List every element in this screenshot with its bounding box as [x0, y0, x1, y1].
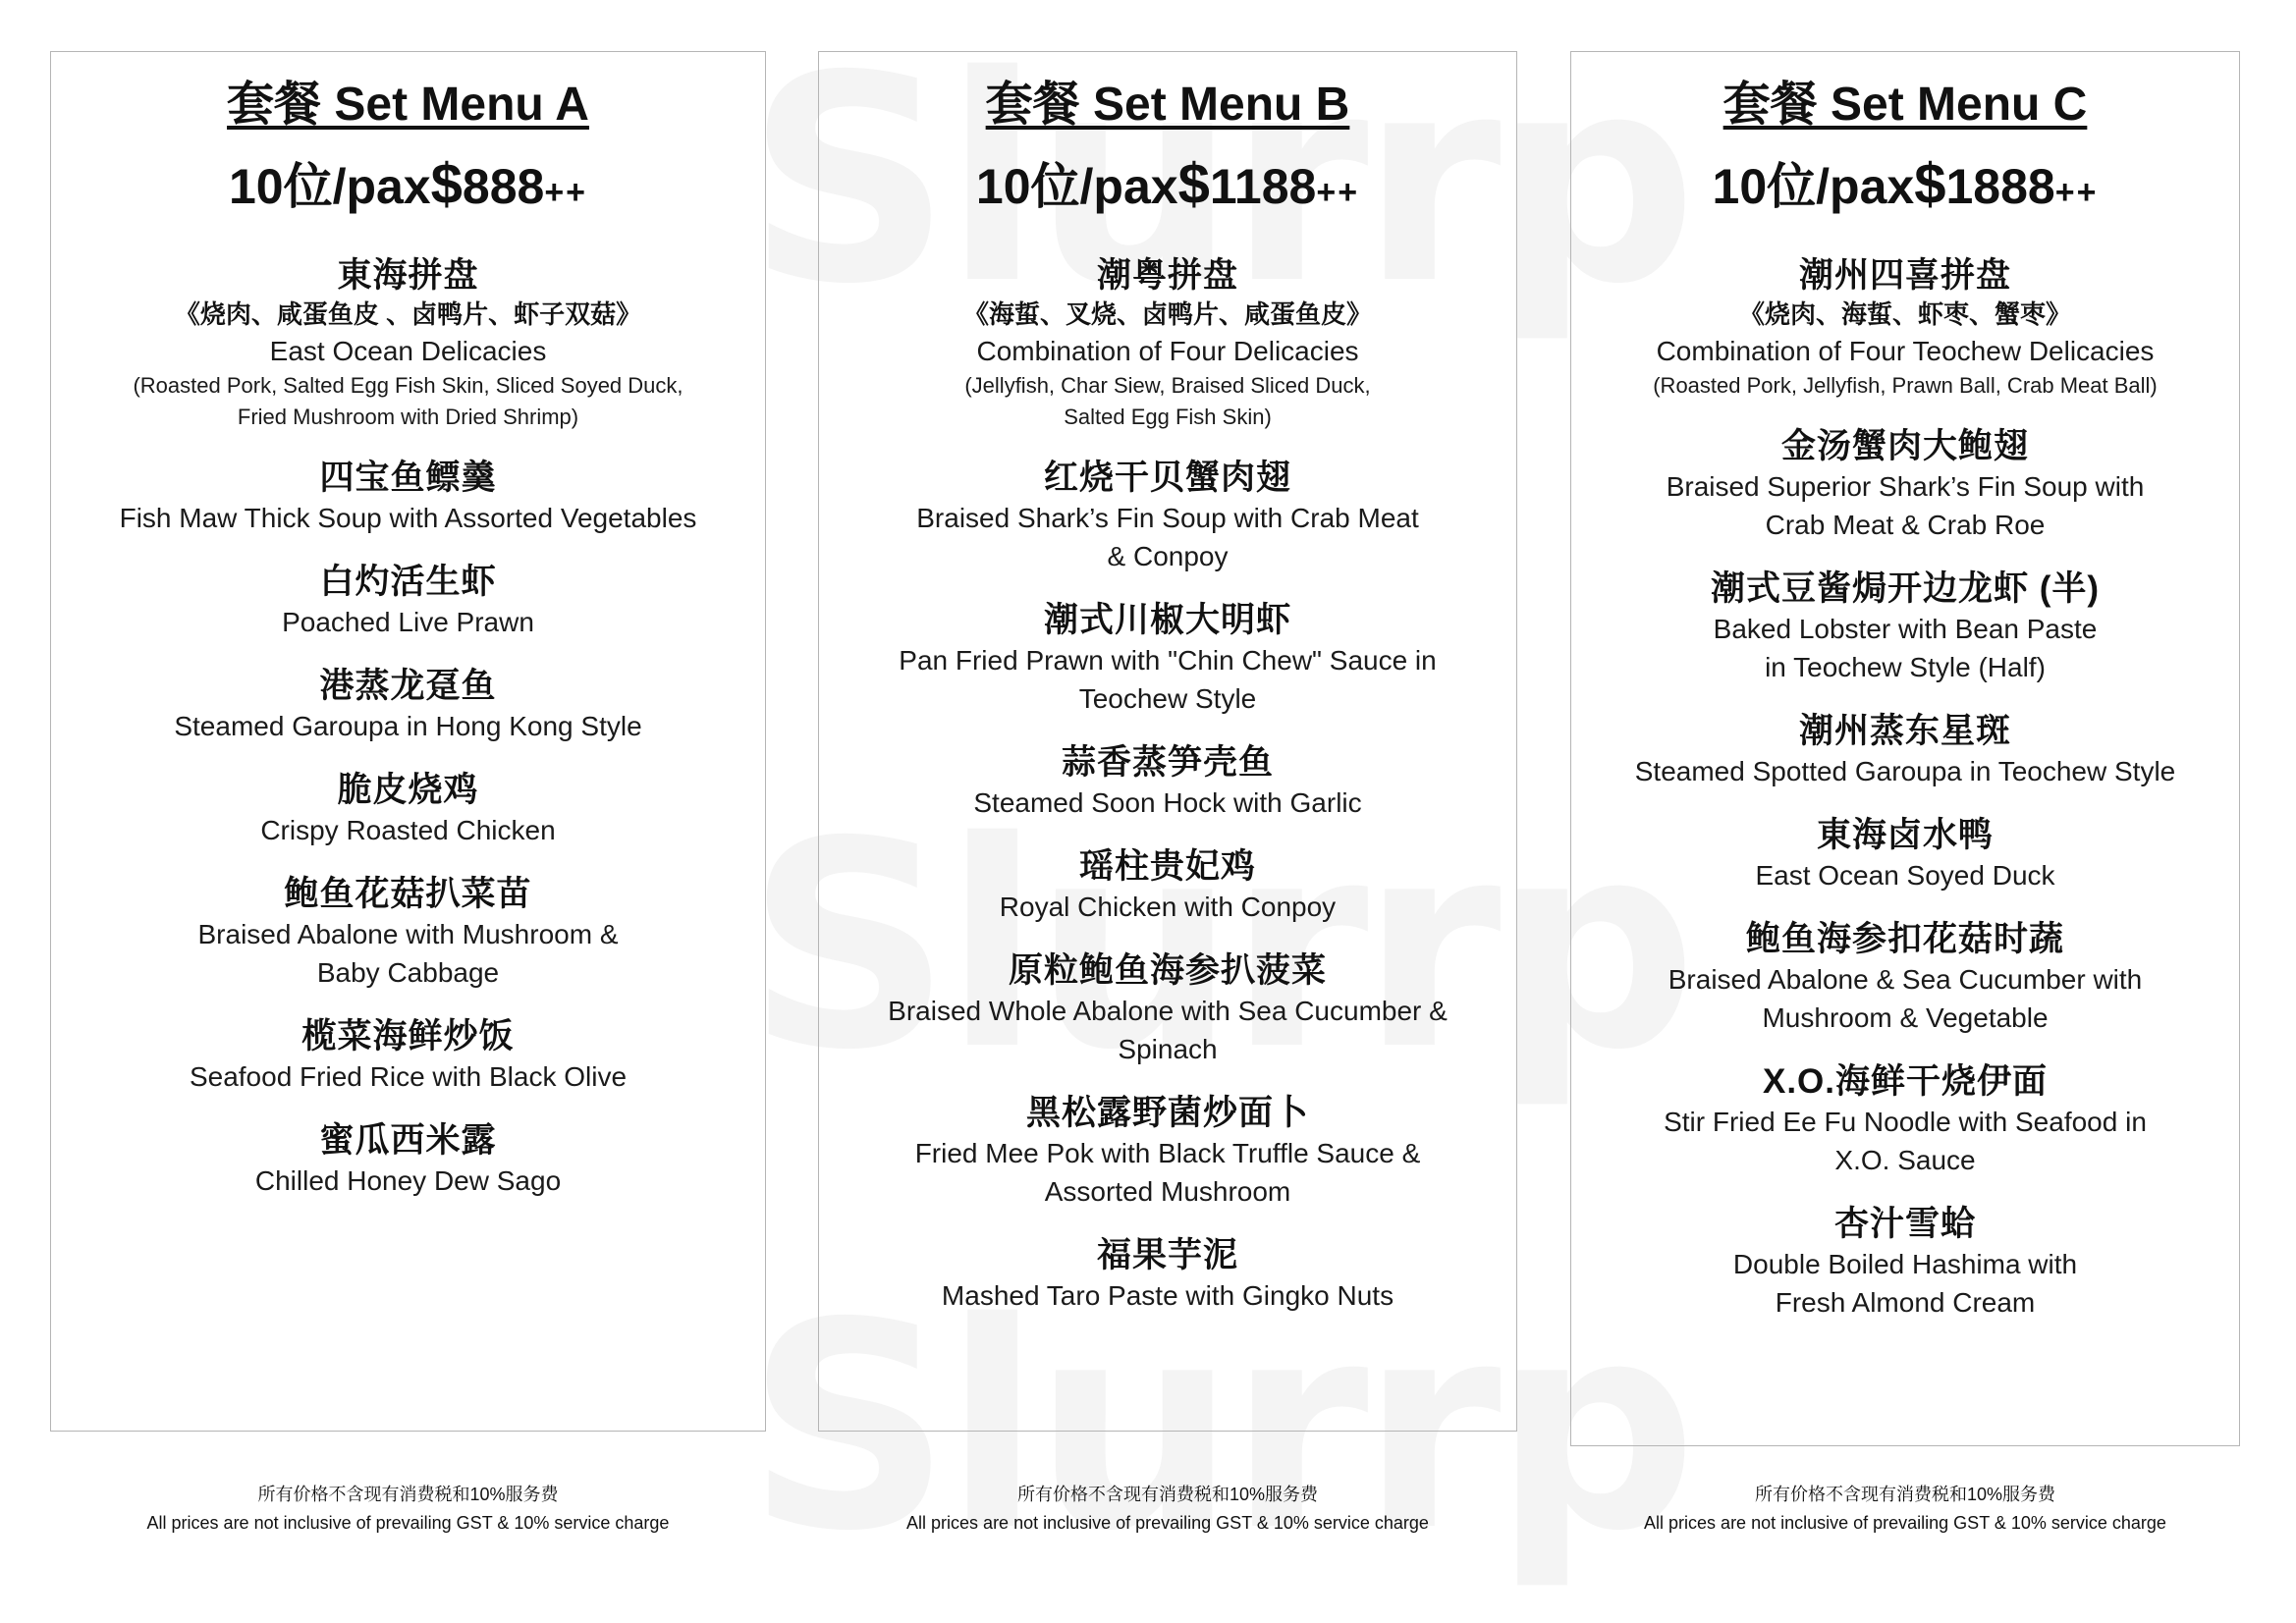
dish-item: [819, 458, 1516, 575]
dish-name-zh: 潮粤拼盘: [1096, 256, 1238, 295]
dish-name-en: Baby Cabbage: [316, 957, 500, 988]
dish-name-en: Seafood Fried Rice with Black Olive: [189, 1061, 628, 1092]
dish-list: [819, 255, 1516, 1315]
dish-name-zh: 潮州蒸东星斑: [1798, 712, 2011, 750]
dish-name-en: Fish Maw Thick Soup with Assorted Vegetables: [119, 503, 697, 533]
dish-name-zh: 金汤蟹肉大鲍翅: [1780, 427, 2029, 465]
dish-name-en: Crispy Roasted Chicken: [260, 815, 556, 845]
dish-name-zh: 鲍鱼花菇扒菜苗: [284, 875, 532, 913]
dish-name-en: Fresh Almond Cream: [1775, 1287, 2036, 1318]
price-note-en: All prices are not inclusive of prevailing GST & 10% service charge: [146, 1513, 670, 1533]
dish-name-zh: 鲍鱼海参扣花菇时蔬: [1745, 920, 2064, 958]
price-currency: $: [1914, 152, 1946, 216]
dish-name-en: Crab Meat & Crab Roe: [1765, 510, 2046, 540]
price-suffix: ++: [2054, 174, 2099, 211]
dish-name-en: Fried Mee Pok with Black Truffle Sauce &: [914, 1138, 1421, 1168]
dish-name-en: Poached Live Prawn: [282, 607, 534, 637]
price-note-zh: 所有价格不含现有消费税和10%服务费: [1016, 1485, 1319, 1504]
price-note-zh: 所有价格不含现有消费税和10%服务费: [1754, 1485, 2056, 1504]
menu-title: 套餐 Set Menu B: [985, 79, 1350, 131]
dish-name-zh: 潮式川椒大明虾: [1043, 601, 1291, 639]
dish-item: [1571, 426, 2239, 544]
dish-item: [1571, 815, 2239, 894]
dish-item: [51, 1120, 765, 1200]
dish-name-zh: 红烧干贝蟹肉翅: [1043, 459, 1291, 497]
set-menu-c-panel: [1570, 51, 2240, 1446]
dish-item: [819, 950, 1516, 1068]
price-note: [50, 1481, 766, 1538]
dish-item: [51, 874, 765, 992]
dish-name-zh: 四宝鱼鳔羹: [319, 459, 497, 497]
dish-name-zh: 黑松露野菌炒面卜: [1025, 1094, 1309, 1132]
dish-name-en: Braised Superior Shark’s Fin Soup with: [1666, 471, 2145, 502]
dish-name-en: Braised Abalone with Mushroom &: [197, 919, 619, 949]
price-suffix: ++: [544, 174, 588, 211]
dish-name-en: Baked Lobster with Bean Paste: [1713, 614, 2098, 644]
dish-name-en: Steamed Soon Hock with Garlic: [973, 787, 1362, 818]
dish-name-en: X.O. Sauce: [1834, 1145, 1976, 1175]
price-pax: 10位/pax: [1712, 159, 1915, 214]
dish-name-zh: 東海拼盘: [337, 256, 479, 295]
menu-price: [51, 147, 765, 218]
dish-name-zh: 榄菜海鲜炒饭: [301, 1017, 515, 1055]
dish-name-en: & Conpoy: [1107, 541, 1229, 571]
dish-name-en: East Ocean Soyed Duck: [1755, 860, 2055, 891]
dish-name-en: Stir Fried Ee Fu Noodle with Seafood in: [1664, 1107, 2147, 1137]
dish-item: [51, 255, 765, 433]
dish-name-zh: 杏汁雪蛤: [1833, 1205, 1976, 1243]
dish-detail-zh: 《烧肉、咸蛋鱼皮 、卤鸭片、虾子双菇》: [174, 299, 642, 329]
dish-name-zh: 東海卤水鸭: [1816, 816, 1994, 854]
dish-name-en: Braised Whole Abalone with Sea Cucumber &: [888, 996, 1448, 1026]
dish-name-en: Pan Fried Prawn with "Chin Chew" Sauce in: [899, 645, 1437, 676]
dish-item: [1571, 255, 2239, 402]
dish-detail-en: Salted Egg Fish Skin): [1064, 405, 1272, 429]
dish-list: [51, 255, 765, 1200]
dish-name-en: Steamed Garoupa in Hong Kong Style: [174, 711, 642, 741]
dish-name-zh: 潮式豆酱焗开边龙虾 (半): [1710, 569, 2101, 608]
dish-item: [819, 742, 1516, 822]
dish-name-zh: 白灼活生虾: [319, 563, 497, 601]
price-amount: 888: [462, 159, 545, 214]
dish-name-en: Assorted Mushroom: [1044, 1176, 1291, 1207]
price-suffix: ++: [1316, 174, 1360, 211]
dish-item: [819, 600, 1516, 718]
price-pax: 10位/pax: [975, 159, 1178, 214]
dish-list: [1571, 255, 2239, 1322]
dish-item: [819, 1235, 1516, 1315]
dish-name-en: Braised Abalone & Sea Cucumber with: [1667, 964, 2143, 995]
dish-name-en: Teochew Style: [1078, 683, 1257, 714]
price-note-en: All prices are not inclusive of prevailing GST & 10% service charge: [1644, 1513, 2166, 1533]
dish-item: [51, 562, 765, 641]
dish-detail-zh: 《海蜇、叉烧、卤鸭片、咸蛋鱼皮》: [962, 299, 1372, 329]
dish-item: [1571, 711, 2239, 790]
dish-detail-zh: 《烧肉、海蜇、虾枣、蟹枣》: [1738, 299, 2071, 329]
dish-name-zh: 潮州四喜拼盘: [1798, 256, 2011, 295]
dish-item: [819, 846, 1516, 926]
dish-name-zh: X.O.海鲜干烧伊面: [1762, 1062, 2049, 1101]
dish-item: [51, 770, 765, 849]
dish-name-en: Double Boiled Hashima with: [1732, 1249, 2078, 1279]
dish-detail-en: (Jellyfish, Char Siew, Braised Sliced Duck,: [964, 373, 1371, 398]
dish-item: [51, 1016, 765, 1096]
dish-name-zh: 港蒸龙趸鱼: [319, 667, 497, 705]
dish-name-en: Braised Shark’s Fin Soup with Crab Meat: [916, 503, 1419, 533]
dish-name-en: Mashed Taro Paste with Gingko Nuts: [941, 1280, 1394, 1311]
dish-detail-en: (Roasted Pork, Salted Egg Fish Skin, Sliced Soyed Duck,: [133, 373, 683, 398]
price-pax: 10位/pax: [228, 159, 431, 214]
price-note-en: All prices are not inclusive of prevailing GST & 10% service charge: [906, 1513, 1429, 1533]
price-currency: $: [430, 152, 463, 216]
dish-name-en: Chilled Honey Dew Sago: [254, 1165, 562, 1196]
dish-item: [819, 255, 1516, 433]
dish-detail-en: (Roasted Pork, Jellyfish, Prawn Ball, Crab Meat Ball): [1653, 373, 2158, 398]
dish-item: [819, 1093, 1516, 1211]
dish-item: [1571, 1061, 2239, 1179]
dish-name-zh: 瑶柱贵妃鸡: [1078, 847, 1256, 886]
dish-name-en: Spinach: [1118, 1034, 1218, 1064]
menu-price: [819, 147, 1516, 218]
dish-item: [51, 666, 765, 745]
dish-name-en: in Teochew Style (Half): [1765, 652, 2046, 682]
dish-name-en: Combination of Four Delicacies: [976, 336, 1359, 366]
set-menu-a-panel: [50, 51, 766, 1432]
menu-title: 套餐 Set Menu A: [227, 79, 589, 131]
dish-name-en: East Ocean Delicacies: [269, 336, 547, 366]
price-note: [1570, 1481, 2240, 1538]
dish-name-zh: 蜜瓜西米露: [319, 1121, 497, 1160]
price-amount: 1188: [1209, 159, 1317, 214]
dish-detail-en: Fried Mushroom with Dried Shrimp): [237, 405, 579, 429]
dish-name-en: Combination of Four Teochew Delicacies: [1656, 336, 2155, 366]
set-menu-b-panel: [818, 51, 1517, 1432]
dish-name-zh: 蒜香蒸笋壳鱼: [1061, 743, 1274, 782]
price-note-zh: 所有价格不含现有消费税和10%服务费: [257, 1485, 559, 1504]
dish-item: [1571, 1204, 2239, 1322]
dish-item: [1571, 919, 2239, 1037]
price-note: [818, 1481, 1517, 1538]
dish-item: [1571, 568, 2239, 686]
dish-name-zh: 原粒鲍鱼海参扒菠菜: [1008, 951, 1327, 990]
price-amount: 1888: [1945, 159, 2055, 214]
dish-item: [51, 458, 765, 537]
menu-price: [1571, 147, 2239, 218]
dish-name-zh: 福果芋泥: [1096, 1236, 1238, 1274]
price-currency: $: [1177, 152, 1210, 216]
dish-name-en: Royal Chicken with Conpoy: [999, 892, 1337, 922]
dish-name-en: Mushroom & Vegetable: [1762, 1002, 2049, 1033]
menu-title: 套餐 Set Menu C: [1722, 79, 2088, 131]
dish-name-zh: 脆皮烧鸡: [337, 771, 479, 809]
dish-name-en: Steamed Spotted Garoupa in Teochew Style: [1634, 756, 2176, 786]
